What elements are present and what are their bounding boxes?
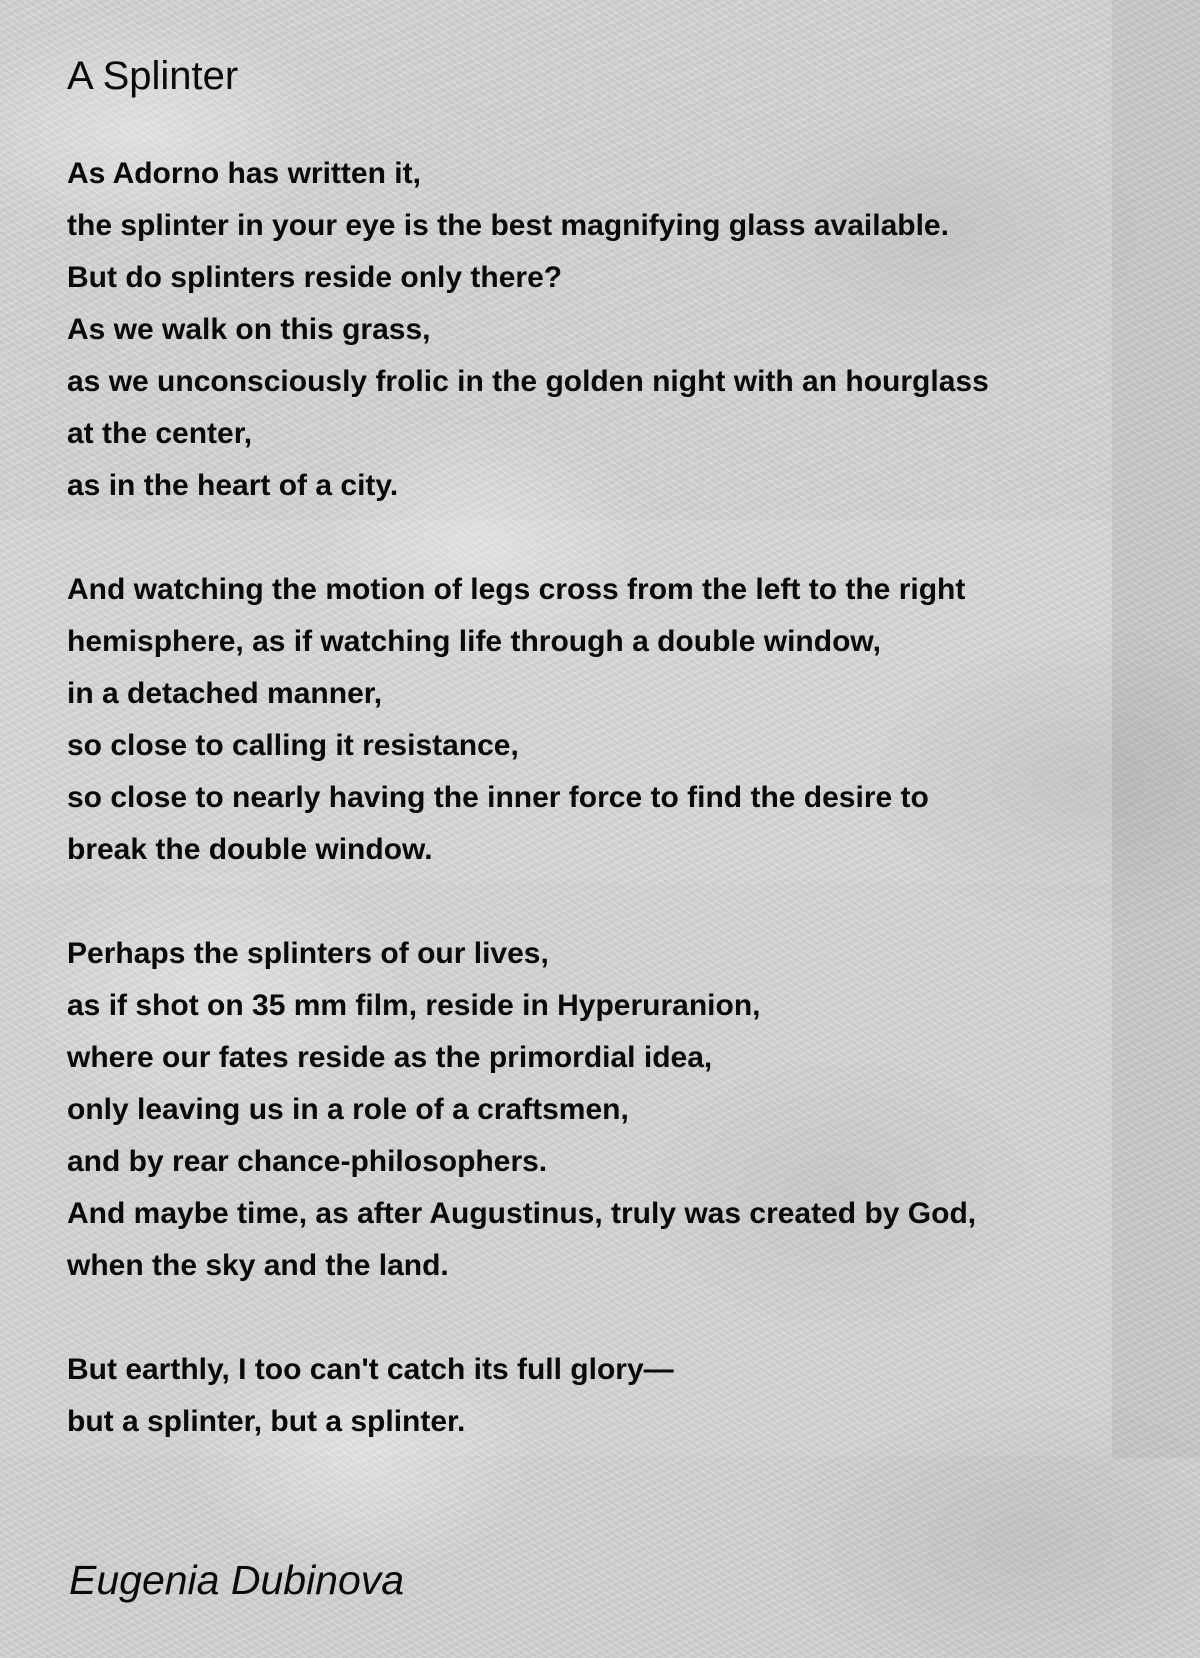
poem-line: And maybe time, as after Augustinus, truly was created by God,: [67, 1197, 977, 1230]
poem-line: at the center,: [67, 417, 253, 450]
stanza: [67, 928, 1127, 1292]
poem-line: the splinter in your eye is the best magnifying glass available.: [67, 209, 949, 242]
poem-line: As Adorno has written it,: [67, 157, 421, 190]
poem-line: only leaving us in a role of a craftsmen,: [67, 1093, 629, 1126]
poem-line: Perhaps the splinters of our lives,: [67, 937, 549, 970]
poem-line: But earthly, I too can't catch its full glory—: [67, 1353, 674, 1386]
stanza: [67, 564, 1127, 876]
poem-line: hemisphere, as if watching life through a double window,: [67, 625, 881, 658]
poem-line: break the double window.: [67, 833, 433, 866]
poem-line: And watching the motion of legs cross from the left to the right: [67, 573, 966, 606]
poem-author: Eugenia Dubinova: [69, 1557, 405, 1603]
poem-line: as in the heart of a city.: [67, 469, 399, 502]
poem-line: As we walk on this grass,: [67, 313, 431, 346]
poem-line: when the sky and the land.: [67, 1249, 449, 1282]
poem-line: as if shot on 35 mm film, reside in Hyperuranion,: [67, 989, 761, 1022]
poem-line: as we unconsciously frolic in the golden night with an hourglass: [67, 365, 989, 398]
poem-line: and by rear chance-philosophers.: [67, 1145, 548, 1178]
poem-line: so close to calling it resistance,: [67, 729, 519, 762]
poem-title: A Splinter: [67, 54, 239, 98]
stanza: [67, 1344, 1127, 1448]
poem-line: But do splinters reside only there?: [67, 261, 563, 294]
poem-line: in a detached manner,: [67, 677, 383, 710]
poem-line: but a splinter, but a splinter.: [67, 1405, 466, 1438]
poem-body: [67, 148, 1127, 1448]
poem-line: where our fates reside as the primordial idea,: [67, 1041, 713, 1074]
stanza: [67, 148, 1127, 512]
poem-line: so close to nearly having the inner force to find the desire to: [67, 781, 929, 814]
